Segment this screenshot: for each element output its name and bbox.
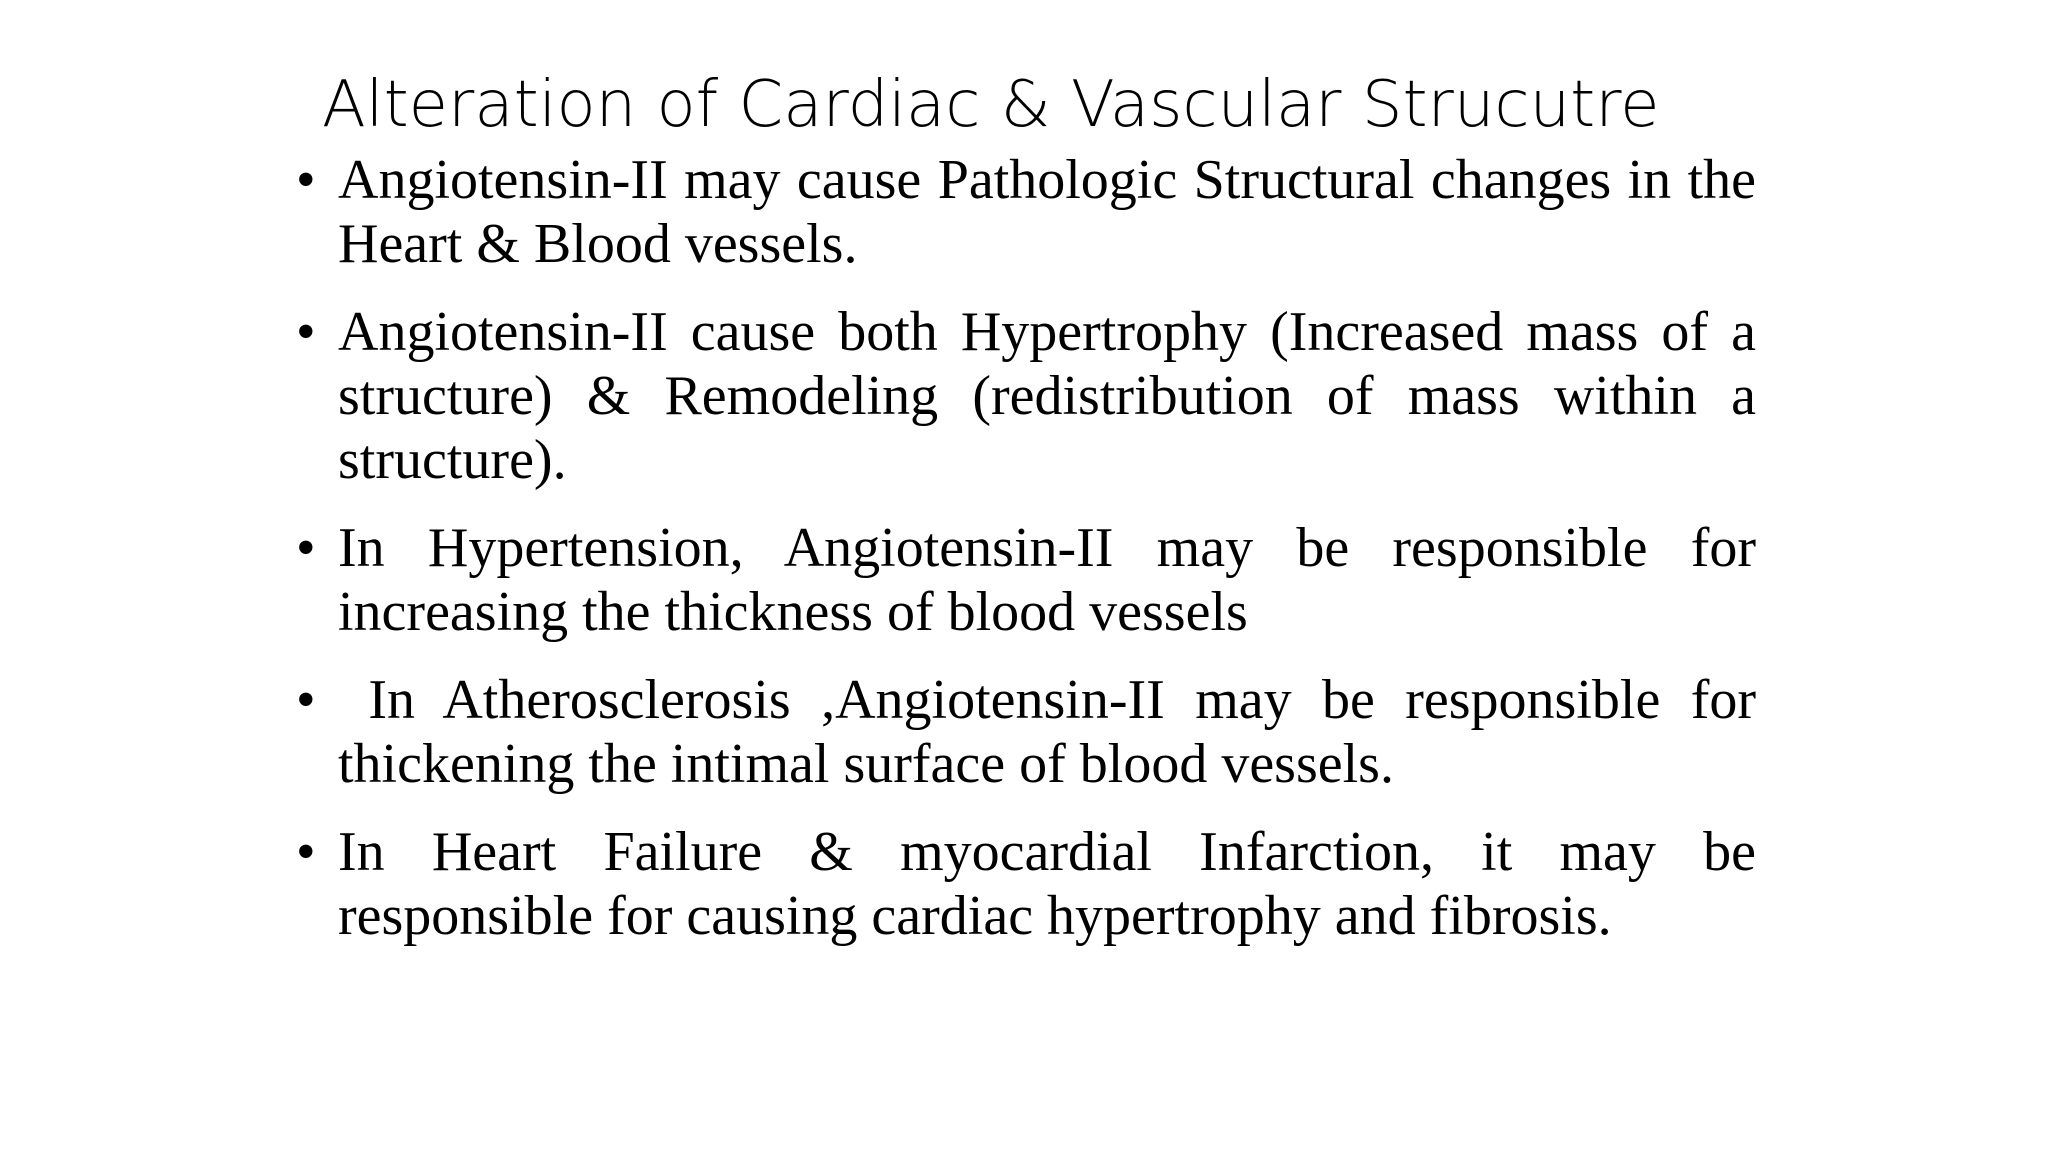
bullet-icon: •	[296, 669, 316, 731]
bullet-icon: •	[296, 517, 316, 579]
bullet-icon: •	[296, 149, 316, 211]
bullet-text: Angiotensin-II cause both Hypertrophy (Increased mass of a structure) & Remodeling (redistribution of mass within a structure).	[338, 301, 1756, 491]
bullet-item	[296, 300, 1756, 492]
bullet-text: In Heart Failure & myocardial Infarction, it may be responsible for causing cardiac hypertrophy and fibrosis.	[338, 821, 1756, 947]
bullet-text: In Hypertension, Angiotensin-II may be responsible for increasing the thickness of blood vessels	[338, 517, 1756, 643]
bullet-text: Angiotensin-II may cause Pathologic Structural changes in the Heart & Blood vessels.	[338, 149, 1756, 275]
bullet-item	[296, 148, 1756, 276]
bullet-text: In Atherosclerosis ,Angiotensin-II may be responsible for thickening the intimal surface of blood vessels.	[338, 669, 1770, 795]
slide-title: Alteration of Cardiac & Vascular Strucutre	[322, 68, 1660, 142]
bullet-item	[296, 516, 1756, 644]
bullet-item	[296, 820, 1756, 948]
bullet-list	[296, 148, 1770, 972]
bullet-item	[296, 668, 1770, 796]
bullet-icon: •	[296, 301, 316, 363]
bullet-icon: •	[296, 821, 316, 883]
